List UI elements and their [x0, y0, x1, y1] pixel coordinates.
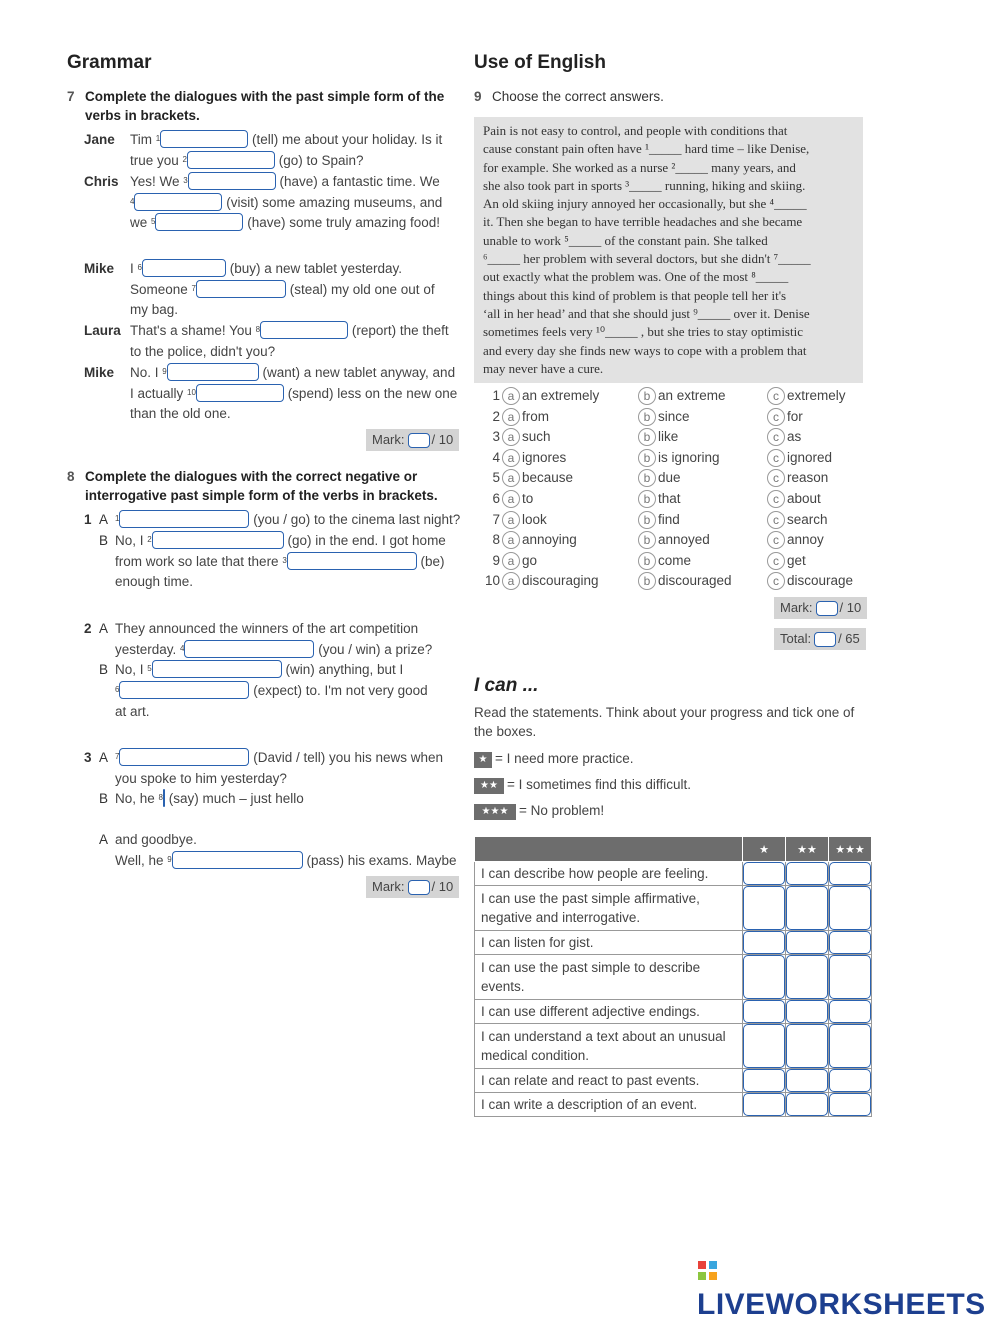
passage-line: cause constant pain often have ¹_____ hard time – like Denise,	[483, 141, 810, 157]
ex8-line: They announced the winners of the art competition	[115, 621, 419, 636]
ex7-answer-input-7[interactable]	[196, 280, 286, 298]
option-row-number: 6	[492, 491, 500, 506]
ex7-instruction: 7 Complete the dialogues with the past simple form of the verbs in brackets.	[67, 89, 445, 123]
option-row-number: 7	[492, 511, 500, 527]
speaker-mike: Mike	[84, 261, 115, 276]
ex7-answer-input-3[interactable]	[188, 172, 276, 190]
ex8-dialogue-1-num: 1	[84, 512, 92, 527]
ex7-line: than the old one.	[130, 406, 231, 421]
ex7-gap-number: 4	[130, 197, 135, 206]
option-row-number: 8	[492, 532, 500, 548]
option-3-c-text[interactable]: as	[787, 429, 802, 445]
option-5-a-circle[interactable]: a	[502, 469, 520, 487]
ex8-gap-number: 6	[115, 685, 120, 694]
ican-tick-cell	[786, 931, 829, 955]
ican-tick-box-1-1-star[interactable]	[743, 862, 785, 885]
option-10-a-text[interactable]: discouraging	[522, 573, 599, 589]
option-7-c-text[interactable]: search	[787, 511, 828, 527]
option-1-c-text[interactable]: extremely	[787, 388, 846, 403]
ex8-d2-a: A	[99, 621, 109, 636]
ex7-answer-input-9[interactable]	[167, 363, 259, 381]
option-3-a-text[interactable]: such	[522, 429, 551, 445]
passage-line: for example. She worked as a nurse ²_____ many years, and	[483, 159, 796, 175]
ican-heading: I can ...	[474, 675, 539, 696]
total-mark-box[interactable]	[814, 632, 836, 647]
option-8-c-circle[interactable]: c	[767, 531, 785, 549]
ex8-answer-input-3[interactable]	[287, 552, 417, 570]
ican-tick-cell	[743, 931, 786, 955]
ican-tick-cell	[743, 955, 786, 1000]
ican-tick-box-6-1-star[interactable]	[743, 1024, 785, 1068]
speaker-chris: Chris	[84, 174, 119, 189]
ican-tick-box-2-2-star[interactable]	[786, 886, 828, 930]
option-row-number: 10	[484, 573, 500, 589]
ican-intro: Read the statements. Think about your progress and tick one of the boxes.	[474, 705, 855, 739]
ican-tick-cell	[743, 1024, 786, 1069]
option-4-a-text[interactable]: ignores	[522, 449, 567, 465]
option-4-a-circle[interactable]: a	[502, 449, 520, 467]
ican-tick-box-6-3-star[interactable]	[829, 1024, 871, 1068]
option-6-b-circle[interactable]: b	[638, 490, 656, 508]
ex7-line: I $^6$ (buy) a new tablet yesterday.	[130, 261, 403, 276]
option-1-c-circle[interactable]: c	[767, 387, 785, 405]
legend-one-star-text: = I need more practice.	[495, 751, 634, 766]
option-8-c-text[interactable]: annoy	[787, 532, 824, 548]
speaker-jane: Jane	[84, 132, 115, 147]
ex8-answer-input-6[interactable]	[119, 681, 249, 699]
ican-header-two-star: ★★	[786, 837, 829, 862]
ex8-line: No, I $^5$ (win) anything, but I	[115, 662, 404, 677]
ex8-line: $^6$ (expect) to. I'm not very good	[115, 683, 428, 698]
option-4-b-text[interactable]: is ignoring	[658, 449, 720, 465]
ican-tick-cell	[786, 1000, 829, 1024]
passage-line: may never have a cure.	[483, 360, 604, 376]
ican-tick-box-6-2-star[interactable]	[786, 1024, 828, 1068]
ex7-answer-input-10[interactable]	[196, 384, 284, 402]
ex7-mark: Mark: / 10	[366, 429, 459, 451]
ican-tick-cell	[829, 886, 872, 931]
option-9-b-circle[interactable]: b	[638, 552, 656, 570]
ex7-line: $^4$ (visit) some amazing museums, and	[130, 195, 443, 210]
ican-tick-box-3-1-star[interactable]	[743, 931, 785, 954]
ican-tick-box-4-3-star[interactable]	[829, 955, 871, 999]
ican-tick-cell	[786, 886, 829, 931]
ex8-line: you spoke to him yesterday?	[115, 771, 287, 786]
option-6-a-circle[interactable]: a	[502, 490, 520, 508]
option-3-a-circle[interactable]: a	[502, 428, 520, 446]
ican-row	[475, 955, 872, 1000]
reading-passage	[474, 117, 863, 383]
ex8-answer-input-9[interactable]	[172, 851, 303, 869]
ican-tick-cell	[829, 1093, 872, 1117]
ican-tick-box-1-3-star[interactable]	[829, 862, 871, 885]
option-row-number: 9	[492, 552, 500, 568]
ican-row	[475, 1069, 872, 1093]
passage-line: and every day she finds new ways to cope with a problem that	[483, 342, 807, 358]
ican-statement: I can use the past simple to describe events.	[475, 955, 743, 1000]
ex9-mark-box[interactable]	[816, 601, 838, 616]
ican-row	[475, 862, 872, 886]
ex8-line: and goodbye.	[115, 832, 197, 847]
ex8-gap-number: 5	[147, 664, 152, 673]
option-10-b-text[interactable]: discouraged	[658, 573, 732, 589]
ican-header-one-star: ★	[743, 837, 786, 862]
ex7-line: to the police, didn't you?	[130, 344, 276, 359]
option-8-a-circle[interactable]: a	[502, 531, 520, 549]
ican-tick-box-3-2-star[interactable]	[786, 931, 828, 954]
ican-tick-box-3-3-star[interactable]	[829, 931, 871, 954]
option-5-c-circle[interactable]: c	[767, 469, 785, 487]
option-3-c-circle[interactable]: c	[767, 428, 785, 446]
ex7-gap-number: 7	[191, 284, 196, 293]
option-2-c-circle[interactable]: c	[767, 408, 785, 426]
ican-tick-cell	[829, 931, 872, 955]
option-row-number: 1	[492, 388, 500, 403]
option-6-a-text[interactable]: to	[522, 491, 534, 506]
ex7-gap-number: 8	[255, 325, 261, 334]
option-6-b-text[interactable]: that	[658, 491, 681, 506]
option-2-b-text[interactable]: since	[658, 408, 690, 424]
ex7-gap-number: 5	[151, 217, 156, 226]
liveworksheets-logo: LIVEWORKSHEETS	[697, 1254, 1000, 1322]
ex7-line: Yes! We $^3$ (have) a fantastic time. We	[130, 174, 440, 189]
passage-line: unable to work ⁵_____ of the constant pain. She talked	[483, 232, 768, 248]
option-7-a-text[interactable]: look	[522, 511, 547, 527]
ican-tick-cell	[829, 862, 872, 886]
ican-row	[475, 886, 872, 931]
ican-tick-cell	[829, 1024, 872, 1069]
option-9-b-text[interactable]: come	[658, 552, 692, 568]
ican-tick-cell	[786, 1024, 829, 1069]
use-of-english-heading: Use of English	[474, 52, 606, 73]
option-row-number: 5	[492, 470, 500, 486]
ex8-line: No, I $^2$ (go) in the end. I got home	[115, 533, 446, 548]
ex8-answer-input-7[interactable]	[119, 748, 249, 766]
ex8-answer-input-1[interactable]	[119, 510, 249, 528]
ex8-d1-b: B	[99, 533, 109, 548]
option-10-c-text[interactable]: discourage	[787, 573, 854, 589]
ican-row	[475, 1093, 872, 1117]
ex7-line: I actually $^{10}$ (spend) less on the new one	[130, 386, 458, 401]
legend-one-star-icon: ★	[474, 752, 492, 768]
ican-tick-cell	[786, 1069, 829, 1093]
passage-line: ⁶_____ her problem with several doctors, but she didn't ⁷_____	[483, 251, 811, 267]
option-2-c-text[interactable]: for	[787, 408, 803, 424]
option-5-a-text[interactable]: because	[522, 470, 574, 486]
ex8-line: at art.	[115, 704, 150, 719]
ex7-answer-input-4[interactable]	[134, 193, 222, 211]
legend-three-star-icon: ★★★	[474, 804, 516, 820]
ex7-mark-box[interactable]	[408, 433, 430, 448]
ex9-instruction: 9 Choose the correct answers.	[474, 89, 664, 104]
option-2-a-text[interactable]: from	[522, 408, 549, 424]
ex8-d3-b: B	[99, 791, 109, 806]
ex8-gap-number: 1	[115, 514, 120, 523]
legend-two-star-icon: ★★	[474, 778, 504, 794]
ex7-gap-number: 10	[187, 388, 196, 397]
ican-tick-box-7-2-star[interactable]	[786, 1069, 828, 1092]
option-3-b-circle[interactable]: b	[638, 428, 656, 446]
option-4-c-circle[interactable]: c	[767, 449, 785, 467]
ican-tick-cell	[786, 955, 829, 1000]
ex8-dialogue-2-num: 2	[84, 621, 92, 636]
option-4-b-circle[interactable]: b	[638, 449, 656, 467]
ican-tick-cell	[829, 1000, 872, 1024]
ican-tick-cell	[786, 862, 829, 886]
ex8-answer-input-2[interactable]	[152, 531, 284, 549]
ex8-d2-b: B	[99, 662, 109, 677]
ican-table	[474, 836, 872, 1117]
passage-line: Pain is not easy to control, and people with conditions that	[483, 123, 788, 138]
option-3-b-text[interactable]: like	[658, 429, 679, 445]
ex8-line: $^1$ (you / go) to the cinema last night?	[115, 512, 461, 527]
option-1-a-text[interactable]: an extremely	[522, 388, 600, 403]
legend-three-star-text: = No problem!	[519, 803, 605, 818]
ex8-line: Well, he $^9$ (pass) his exams. Maybe	[115, 853, 457, 868]
grammar-heading: Grammar	[67, 52, 152, 73]
ex7-gap-number: 1	[155, 134, 161, 143]
option-row-number: 3	[492, 429, 500, 445]
passage-line: out exactly what the problem was. One of the most ⁸_____	[483, 269, 789, 285]
ex7-gap-number: 2	[182, 155, 187, 164]
ican-row	[475, 1024, 872, 1069]
option-9-a-text[interactable]: go	[522, 552, 538, 568]
ican-tick-cell	[829, 1069, 872, 1093]
ex7-answer-input-6[interactable]	[142, 259, 226, 277]
ican-statement: I can listen for gist.	[475, 931, 743, 955]
ican-tick-cell	[743, 1093, 786, 1117]
passage-line: she also took part in sports ³_____ running, hiking and skiing.	[483, 177, 806, 193]
ex8-gap-number: 4	[180, 644, 185, 653]
ex8-d1-a: A	[99, 512, 109, 527]
ican-tick-box-5-2-star[interactable]	[786, 1000, 828, 1023]
ican-tick-box-7-1-star[interactable]	[743, 1069, 785, 1092]
ex7-line: we $^5$ (have) some truly amazing food!	[130, 215, 441, 230]
option-10-a-circle[interactable]: a	[502, 572, 520, 590]
passage-line: things about this kind of problem is that people tell her it's	[483, 287, 787, 303]
ican-tick-box-4-2-star[interactable]	[786, 955, 828, 999]
ican-tick-box-2-3-star[interactable]	[829, 886, 871, 930]
ex8-line: yesterday. $^4$ (you / win) a prize?	[115, 642, 433, 657]
ican-tick-cell	[786, 1093, 829, 1117]
option-7-b-circle[interactable]: b	[638, 511, 656, 529]
passage-line: An old skiing injury annoyed her occasionally, but she ⁴_____	[483, 196, 807, 212]
ican-tick-box-1-2-star[interactable]	[786, 862, 828, 885]
ican-tick-box-7-3-star[interactable]	[829, 1069, 871, 1092]
option-6-c-circle[interactable]: c	[767, 490, 785, 508]
ican-tick-cell	[743, 886, 786, 931]
option-8-b-circle[interactable]: b	[638, 531, 656, 549]
ex7-line: true you $^2$ (go) to Spain?	[130, 153, 364, 168]
option-7-a-circle[interactable]: a	[502, 511, 520, 529]
option-8-a-text[interactable]: annoying	[522, 532, 577, 548]
ican-header-three-star: ★★★	[829, 837, 872, 862]
ican-tick-box-8-3-star[interactable]	[829, 1093, 871, 1116]
ex7-line: my bag.	[130, 302, 179, 317]
speaker-mike-2: Mike	[84, 365, 115, 380]
option-10-b-circle[interactable]: b	[638, 572, 656, 590]
option-1-b-circle[interactable]: b	[638, 387, 656, 405]
ex8-line: enough time.	[115, 574, 194, 589]
ex8-gap-number: 8	[158, 793, 163, 802]
ican-tick-box-5-1-star[interactable]	[743, 1000, 785, 1023]
ex7-line: Tim $^1$ (tell) me about your holiday. Is it	[130, 132, 443, 147]
ex9-number: 9	[474, 89, 482, 104]
speaker-laura: Laura	[84, 323, 121, 338]
total-mark: Total: / 65	[774, 628, 866, 650]
ex8-line: $^7$ (David / tell) you his news when	[115, 750, 444, 765]
ex7-answer-input-5[interactable]	[155, 213, 243, 231]
ex7-line: That's a shame! You $^8$ (report) the theft	[130, 323, 449, 338]
ex8-gap-number: 2	[147, 535, 152, 544]
option-7-c-circle[interactable]: c	[767, 511, 785, 529]
passage-line: ‘all in her head’ and that she should just ⁹_____ over it. Denise	[483, 305, 810, 321]
ex8-mark-box[interactable]	[408, 880, 430, 895]
ican-tick-cell	[743, 1069, 786, 1093]
option-5-c-text[interactable]: reason	[787, 470, 829, 486]
ex9-mark: Mark: / 10	[774, 597, 867, 619]
ican-tick-cell	[743, 862, 786, 886]
ex7-gap-number: 6	[137, 263, 142, 272]
ex8-line: No, he $^8$ (say) much – just hello	[115, 791, 304, 806]
passage-line: sometimes feels very ¹⁰_____ , but she tries to stay optimistic	[483, 324, 803, 340]
option-8-b-text[interactable]: annoyed	[658, 532, 710, 548]
option-row-number: 2	[492, 408, 500, 424]
ex7-answer-input-2[interactable]	[187, 151, 275, 169]
ican-tick-cell	[743, 1000, 786, 1024]
ex7-line: Someone $^7$ (steal) my old one out of	[130, 282, 435, 297]
option-5-b-text[interactable]: due	[658, 470, 681, 486]
ican-statement: I can write a description of an event.	[475, 1093, 743, 1117]
ex8-gap-number: 3	[282, 556, 287, 565]
option-5-b-circle[interactable]: b	[638, 469, 656, 487]
ex7-answer-input-1[interactable]	[160, 130, 248, 148]
ican-row	[475, 1000, 872, 1024]
ex8-number: 8	[67, 469, 75, 484]
ex8-mark: Mark: / 10	[366, 876, 459, 898]
ex8-d3-a: A	[99, 750, 109, 765]
ex7-answer-input-8[interactable]	[260, 321, 348, 339]
option-9-c-circle[interactable]: c	[767, 552, 785, 570]
option-4-c-text[interactable]: ignored	[787, 449, 833, 465]
ican-statement: I can use different adjective endings.	[475, 1000, 743, 1024]
option-2-b-circle[interactable]: b	[638, 408, 656, 426]
ex8-dialogue-3-num: 3	[84, 750, 92, 765]
option-9-c-text[interactable]: get	[787, 552, 806, 568]
ex8-line: from work so late that there $^3$ (be)	[115, 554, 445, 569]
ican-tick-box-5-3-star[interactable]	[829, 1000, 871, 1023]
legend-two-star-text: = I sometimes find this difficult.	[507, 777, 691, 792]
ex8-gap-number: 7	[115, 752, 120, 761]
ican-tick-box-8-2-star[interactable]	[786, 1093, 828, 1116]
ex8-d3-a2: A	[99, 832, 109, 847]
option-row-number: 4	[492, 449, 500, 465]
ican-statement: I can understand a text about an unusual medical condition.	[475, 1024, 743, 1069]
ex8-answer-input-5[interactable]	[152, 660, 282, 678]
passage-line: it. Then she began to have terrible headaches and she became	[483, 214, 803, 230]
ican-statement: I can describe how people are feeling.	[475, 862, 743, 886]
ican-statement: I can use the past simple affirmative, negative and interrogative.	[475, 886, 743, 931]
ican-statement: I can relate and react to past events.	[475, 1069, 743, 1093]
ex8-answer-input-4[interactable]	[184, 640, 314, 658]
option-1-a-circle[interactable]: a	[502, 387, 520, 405]
ican-tick-box-8-1-star[interactable]	[743, 1093, 785, 1116]
ex7-line: No. I $^9$ (want) a new tablet anyway, and	[130, 365, 456, 380]
ican-row	[475, 931, 872, 955]
option-2-a-circle[interactable]: a	[502, 408, 520, 426]
option-10-c-circle[interactable]: c	[767, 572, 785, 590]
liveworksheets-logo-icon	[697, 1260, 719, 1282]
ican-header-statement	[475, 837, 743, 862]
ex8-instruction: 8 Complete the dialogues with the correct negative or interrogative past simple form of the verbs in brackets.	[67, 469, 438, 503]
option-1-b-text[interactable]: an extreme	[658, 388, 726, 403]
ex7-number: 7	[67, 89, 75, 104]
option-9-a-circle[interactable]: a	[502, 552, 520, 570]
ican-tick-cell	[829, 955, 872, 1000]
option-7-b-text[interactable]: find	[658, 511, 680, 527]
option-6-c-text[interactable]: about	[787, 491, 821, 506]
ex8-gap-number: 9	[167, 855, 172, 864]
ex7-gap-number: 9	[162, 367, 167, 376]
ex7-gap-number: 3	[183, 176, 188, 185]
ican-tick-box-2-1-star[interactable]	[743, 886, 785, 930]
ican-tick-box-4-1-star[interactable]	[743, 955, 785, 999]
